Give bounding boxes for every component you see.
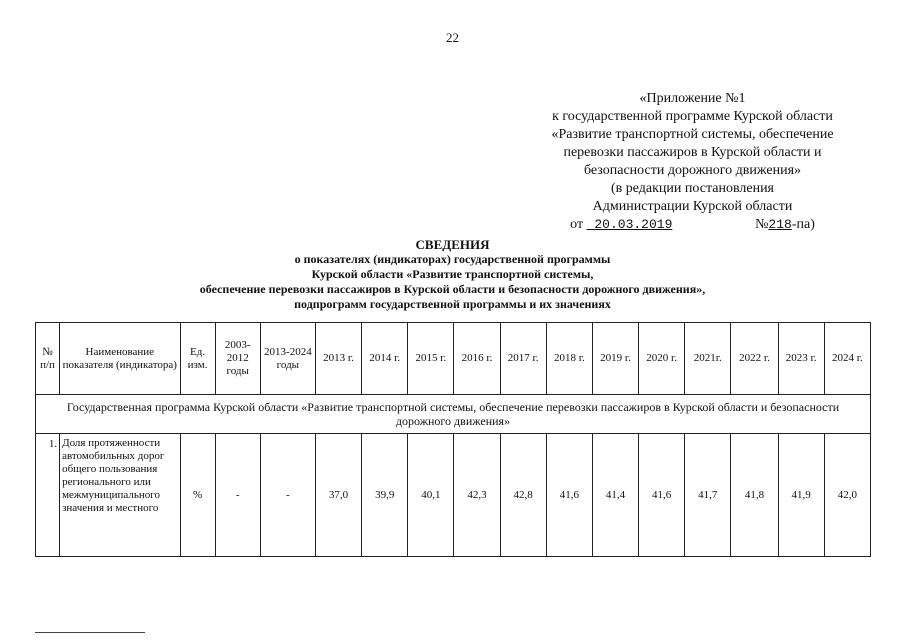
header-year: 2018 г. <box>546 323 592 395</box>
row-value: 41,6 <box>639 434 685 557</box>
title-line: Курской области «Развитие транспортной системы, <box>311 267 594 281</box>
title-line: подпрограмм государственной программы и их значениях <box>294 297 611 311</box>
row-value: 42,8 <box>500 434 546 557</box>
appendix-line: безопасности дорожного движения» <box>583 163 802 178</box>
header-period-2013-2024: 2013-2024 годы <box>260 323 315 395</box>
table-header-row <box>36 323 871 395</box>
header-year: 2021г. <box>685 323 731 395</box>
row-value: 39,9 <box>362 434 408 557</box>
row-value: 41,6 <box>546 434 592 557</box>
header-num: № п/п <box>36 323 60 395</box>
title-heading: СВЕДЕНИЯ <box>415 237 490 252</box>
appendix-line: «Развитие транспортной системы, обеспечение <box>551 127 834 142</box>
page-number: 22 <box>446 30 459 45</box>
footnote-separator <box>35 632 145 633</box>
table-row <box>36 434 871 557</box>
row-unit: % <box>180 434 215 557</box>
header-year: 2014 г. <box>362 323 408 395</box>
header-year: 2019 г. <box>592 323 638 395</box>
row-value: 42,3 <box>454 434 500 557</box>
header-year: 2015 г. <box>408 323 454 395</box>
title-line: обеспечение перевозки пассажиров в Курской области и безопасности дорожного движения», <box>199 282 706 296</box>
row-value: 41,7 <box>685 434 731 557</box>
row-value: 37,0 <box>315 434 361 557</box>
appendix-signature-line <box>515 216 870 234</box>
row-value: 40,1 <box>408 434 454 557</box>
header-name: Наименование показателя (индикатора) <box>60 323 180 395</box>
header-year: 2017 г. <box>500 323 546 395</box>
indicators-table <box>35 322 871 557</box>
appendix-line: (в редакции постановления <box>610 181 775 196</box>
number-label: № <box>755 217 769 232</box>
program-title-cell: Государственная программа Курской области «Развитие транспортной системы, обеспечение перевозки пассажиров в Курской области и безопасности дорожного движения» <box>36 395 871 434</box>
decree-date: 20.03.2019 <box>594 217 673 232</box>
appendix-block <box>515 90 870 234</box>
from-label: от <box>570 217 584 232</box>
title-line: о показателях (индикаторах) государственной программы <box>294 252 611 266</box>
header-year: 2023 г. <box>778 323 824 395</box>
header-year: 2020 г. <box>639 323 685 395</box>
row-period-2013-2024: - <box>260 434 315 557</box>
row-value: 42,0 <box>824 434 870 557</box>
header-year: 2024 г. <box>824 323 870 395</box>
document-title <box>0 237 905 312</box>
decree-number: 218 <box>768 217 792 232</box>
decree-suffix: -па) <box>791 217 815 232</box>
header-period-2003-2012: 2003-2012 годы <box>215 323 260 395</box>
row-num: 1. <box>36 434 60 557</box>
header-unit: Ед. изм. <box>180 323 215 395</box>
header-year: 2016 г. <box>454 323 500 395</box>
row-period-2003-2012: - <box>215 434 260 557</box>
appendix-line: Администрации Курской области <box>592 199 793 214</box>
row-value: 41,9 <box>778 434 824 557</box>
appendix-line: перевозки пассажиров в Курской области и <box>563 145 822 160</box>
row-value: 41,4 <box>592 434 638 557</box>
program-row <box>36 395 871 434</box>
row-indicator-name: Доля протяженности автомобильных дорог общего пользования регионального или межмуниципального значения и местного <box>60 434 180 557</box>
appendix-line: к государственной программе Курской области <box>552 109 833 124</box>
appendix-line: «Приложение №1 <box>639 91 746 106</box>
header-year: 2013 г. <box>315 323 361 395</box>
header-year: 2022 г. <box>731 323 778 395</box>
row-value: 41,8 <box>731 434 778 557</box>
